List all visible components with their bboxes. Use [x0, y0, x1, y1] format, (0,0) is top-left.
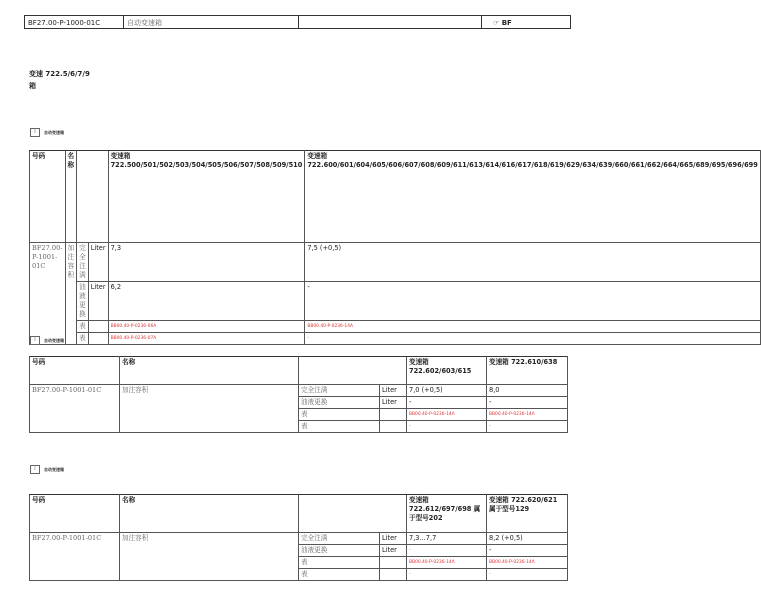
- table-row: [30, 282, 761, 321]
- doc-number: BF27.00-P-1001-01C: [30, 243, 66, 345]
- column-header-transmission-a: 变速箱 722.602/603/615: [407, 357, 487, 385]
- table-row: [30, 333, 761, 345]
- cell-value-b: -: [487, 397, 568, 409]
- row-label: 完全注满: [299, 533, 380, 545]
- row-unit: [380, 569, 407, 581]
- row-unit: Liter: [380, 397, 407, 409]
- cell-value-a: 7,0 (+0,5): [407, 385, 487, 397]
- row-name: 加注容积: [65, 243, 77, 345]
- column-header-number: 号码: [30, 151, 66, 243]
- section-heading-2: [30, 336, 64, 345]
- row-label: 表: [77, 321, 89, 333]
- document-header: [24, 15, 571, 29]
- title-line-2: 箱: [29, 82, 36, 90]
- ref-label: BF: [501, 19, 512, 27]
- row-unit: [88, 321, 108, 333]
- doc-link-b[interactable]: BB00.40-P-0236-14A: [487, 409, 568, 421]
- cell-value-b: -: [487, 421, 568, 433]
- cell-value-a: 7,3: [108, 243, 305, 282]
- row-label: 油液更换: [299, 545, 380, 557]
- table-row: [30, 533, 568, 545]
- title-line-1: 变速 722.5/6/7/9: [29, 70, 90, 78]
- cell-value-a: -: [407, 545, 487, 557]
- doc-link-a[interactable]: BB00.40-P-0236-14A: [407, 409, 487, 421]
- fill-volume-table-1: [29, 150, 761, 345]
- column-header-transmission-b: 变速箱 722.600/601/604/605/606/607/608/609/611/613/614/616/617/618/619/629/634/639/660/661/662/664/665/689/695/696/699: [305, 151, 761, 243]
- column-header-transmission-a: 变速箱 722.612/697/698 属于型号202: [407, 495, 487, 533]
- pointing-hand-icon: ☞: [493, 19, 500, 27]
- doc-link-b[interactable]: BB00.40-P-0236-14A: [305, 321, 761, 333]
- row-label: 表: [299, 569, 380, 581]
- header-spacer: [299, 16, 482, 28]
- table-row: [30, 243, 761, 282]
- cell-value-b: -: [305, 282, 761, 321]
- row-label: 表: [77, 333, 89, 345]
- row-name: 加注容积: [120, 385, 299, 433]
- cell-value-a: 7,3...7,7: [407, 533, 487, 545]
- row-label: 表: [299, 557, 380, 569]
- section-heading-3: [30, 465, 64, 474]
- cell-value-a: -: [407, 569, 487, 581]
- row-label: 完全注满: [299, 385, 380, 397]
- doc-link-a[interactable]: BB00.40-P-0236-06A: [108, 321, 305, 333]
- row-unit: [380, 557, 407, 569]
- doc-link-a[interactable]: BB00.40-P-0236-07A: [108, 333, 305, 345]
- cell-value-b: 8,0: [487, 385, 568, 397]
- page-title: [29, 68, 90, 92]
- column-header-name: 名称: [120, 357, 299, 385]
- row-label: 表: [299, 421, 380, 433]
- row-unit: Liter: [88, 282, 108, 321]
- column-header-transmission-b: 变速箱 722.610/638: [487, 357, 568, 385]
- section-heading-label: 自动变速箱: [44, 129, 64, 135]
- ref-link[interactable]: [482, 16, 570, 28]
- row-label: 完全注满: [77, 243, 89, 282]
- column-header-transmission-b: 变速箱 722.620/621 属于型号129: [487, 495, 568, 533]
- row-unit: Liter: [88, 243, 108, 282]
- column-header-name: 名称: [65, 151, 77, 243]
- page-icon: i: [30, 465, 40, 474]
- doc-id: BF27.00-P-1000-01C: [25, 16, 124, 28]
- fill-volume-table-2: [29, 356, 568, 433]
- section-heading-label: 自动变速箱: [44, 466, 64, 472]
- fill-volume-table-3: [29, 494, 568, 581]
- cell-value-b: 8,2 (+0,5): [487, 533, 568, 545]
- page-icon: i: [30, 336, 40, 345]
- section-heading-1: [30, 128, 64, 137]
- row-unit: Liter: [380, 533, 407, 545]
- row-unit: [380, 421, 407, 433]
- doc-number: BF27.00-P-1001-01C: [30, 533, 120, 581]
- cell-value-a: -: [407, 421, 487, 433]
- row-unit: Liter: [380, 385, 407, 397]
- page-icon: i: [30, 128, 40, 137]
- column-header-number: 号码: [30, 495, 120, 533]
- doc-number: BF27.00-P-1001-01C: [30, 385, 120, 433]
- row-name: 加注容积: [120, 533, 299, 581]
- row-label: 表: [299, 409, 380, 421]
- row-unit: [88, 333, 108, 345]
- row-label: 油液更换: [299, 397, 380, 409]
- doc-subject: 自动变速箱: [124, 16, 299, 28]
- column-header-name: 名称: [120, 495, 299, 533]
- section-heading-label: 自动变速箱: [44, 337, 64, 343]
- doc-link-a[interactable]: BB00.40-P-0236-14A: [407, 557, 487, 569]
- table-row: [30, 385, 568, 397]
- cell-value-b: 7,5 (+0,5): [305, 243, 761, 282]
- cell-value-b: -: [487, 569, 568, 581]
- cell-value-b: -: [487, 545, 568, 557]
- column-header-number: 号码: [30, 357, 120, 385]
- cell-value-b: -: [305, 333, 761, 345]
- row-unit: Liter: [380, 545, 407, 557]
- doc-link-b[interactable]: BB00.40-P-0236-14A: [487, 557, 568, 569]
- table-row: [30, 321, 761, 333]
- cell-value-a: 6,2: [108, 282, 305, 321]
- cell-value-a: -: [407, 397, 487, 409]
- row-label: 油液更换: [77, 282, 89, 321]
- row-unit: [380, 409, 407, 421]
- column-header-transmission-a: 变速箱 722.500/501/502/503/504/505/506/507/508/509/510: [108, 151, 305, 243]
